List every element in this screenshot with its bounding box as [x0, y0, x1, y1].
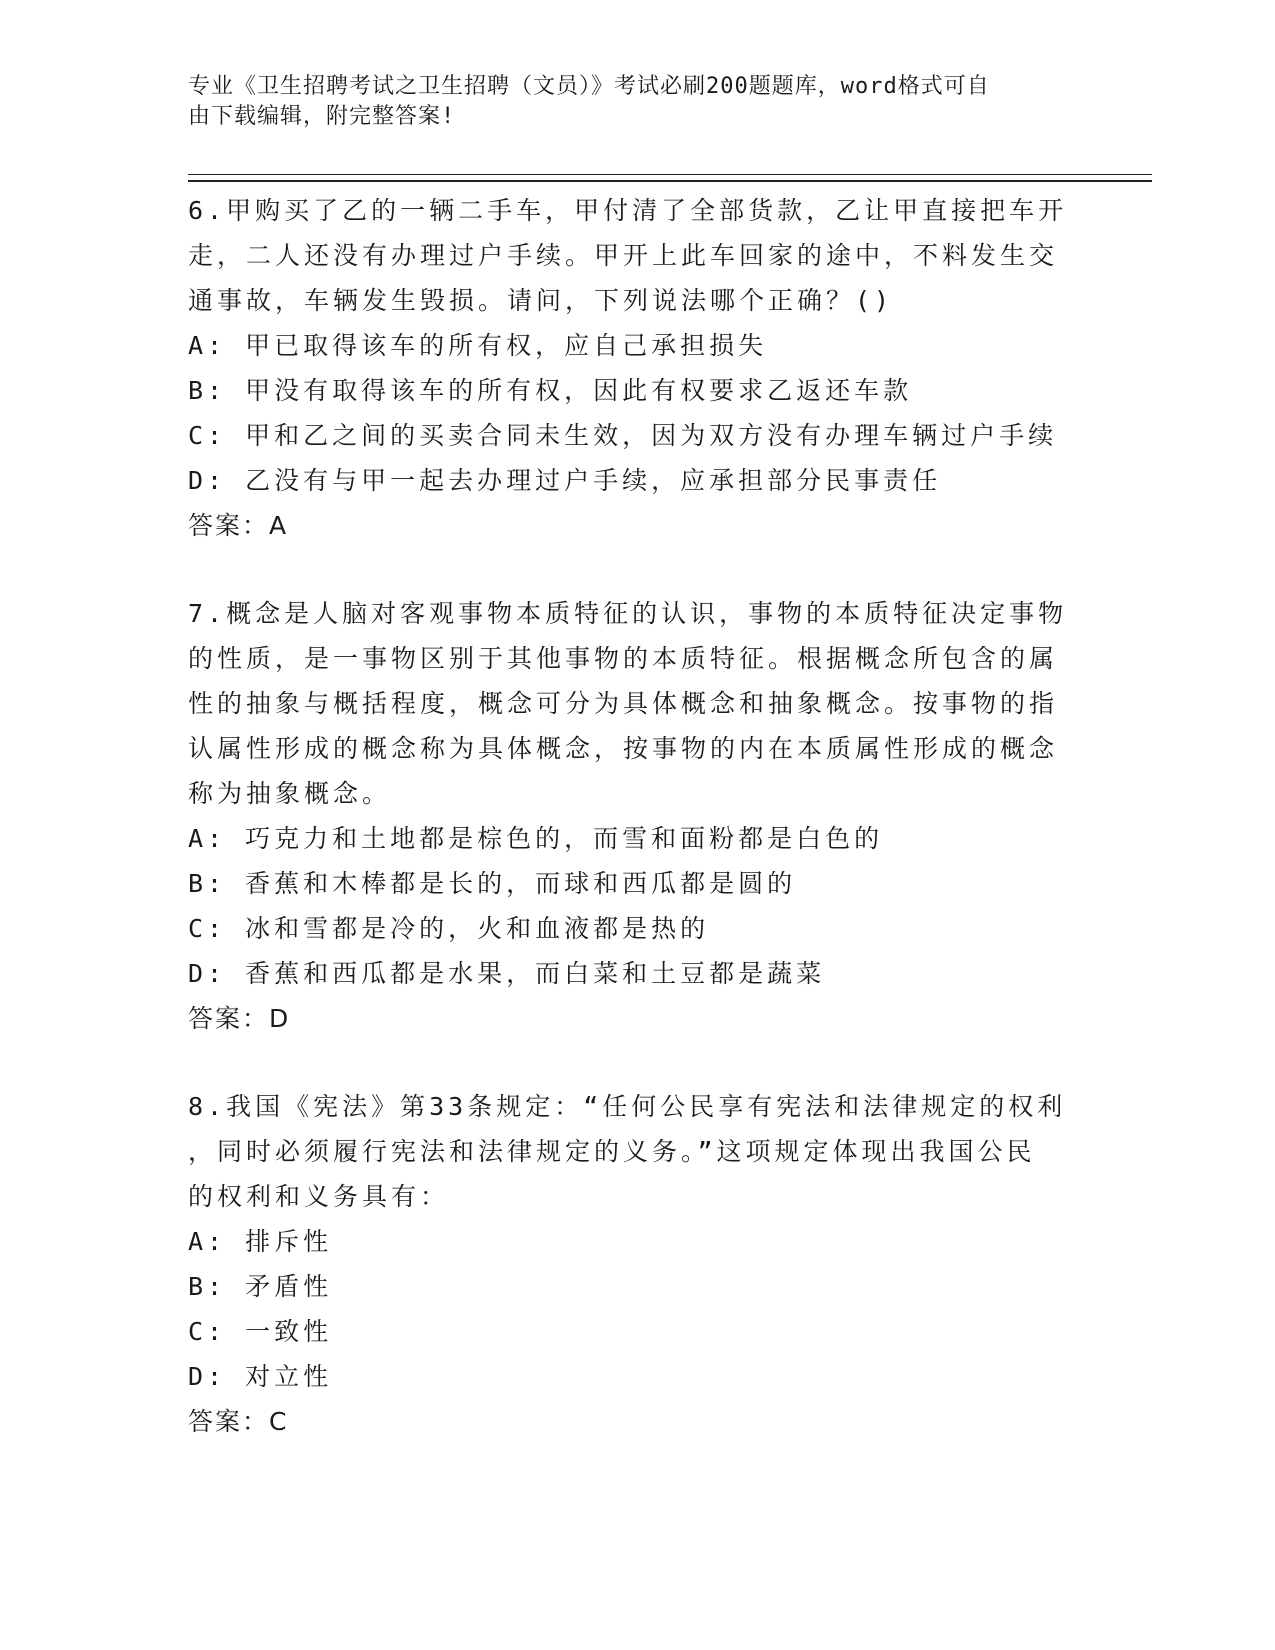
answer-label: 答案：D [188, 1004, 291, 1033]
header-line-1: 专业《卫生招聘考试之卫生招聘（文员）》考试必刷200题题库，word格式可自 [188, 74, 990, 99]
answer-label: 答案：A [188, 511, 289, 540]
option-c: C: 甲和乙之间的买卖合同未生效，因为双方没有办理车辆过户手续 [188, 421, 1058, 450]
stem-line: 通事故，车辆发生毁损。请问，下列说法哪个正确？() [188, 286, 894, 315]
stem-line: ，同时必须履行宪法和法律规定的义务。”这项规定体现出我国公民 [188, 1137, 1036, 1166]
option-c: C: 冰和雪都是冷的，火和血液都是热的 [188, 914, 710, 943]
stem-line: 的权利和义务具有： [188, 1182, 450, 1211]
header-line-2: 由下载编辑，附完整答案! [188, 104, 456, 129]
option-d: D: 乙没有与甲一起去办理过户手续，应承担部分民事责任 [188, 466, 942, 495]
header-title [188, 72, 1068, 132]
question-list [188, 188, 1088, 1487]
stem-line: 的性质，是一事物区别于其他事物的本质特征。根据概念所包含的属 [188, 644, 1059, 673]
option-a: A: 甲已取得该车的所有权，应自己承担损失 [188, 331, 768, 360]
option-b: B: 香蕉和木棒都是长的，而球和西瓜都是圆的 [188, 869, 797, 898]
stem-line: 称为抽象概念。 [188, 779, 392, 808]
question-stem [188, 1084, 1088, 1219]
option-d: D: 香蕉和西瓜都是水果，而白菜和土豆都是蔬菜 [188, 959, 826, 988]
header-divider-thin [188, 174, 1152, 175]
stem-line: 7.概念是人脑对客观事物本质特征的认识，事物的本质特征决定事物 [188, 599, 1068, 628]
question-stem [188, 591, 1088, 816]
stem-line: 认属性形成的概念称为具体概念，按事物的内在本质属性形成的概念 [188, 734, 1059, 763]
answer-label: 答案：C [188, 1407, 289, 1436]
question-stem [188, 188, 1088, 323]
stem-line: 6.甲购买了乙的一辆二手车，甲付清了全部货款，乙让甲直接把车开 [188, 196, 1068, 225]
document-header [188, 72, 1088, 132]
header-divider-thick [188, 180, 1152, 182]
question-8 [188, 1084, 1088, 1445]
option-b: B: 矛盾性 [188, 1272, 333, 1301]
option-a: A: 排斥性 [188, 1227, 333, 1256]
option-a: A: 巧克力和土地都是棕色的，而雪和面粉都是白色的 [188, 824, 884, 853]
question-6 [188, 188, 1088, 549]
stem-line: 走，二人还没有办理过户手续。甲开上此车回家的途中，不料发生交 [188, 241, 1059, 270]
option-c: C: 一致性 [188, 1317, 333, 1346]
option-b: B: 甲没有取得该车的所有权，因此有权要求乙返还车款 [188, 376, 913, 405]
stem-line: 性的抽象与概括程度，概念可分为具体概念和抽象概念。按事物的指 [188, 689, 1059, 718]
stem-line: 8.我国《宪法》第33条规定：“任何公民享有宪法和法律规定的权利 [188, 1092, 1067, 1121]
option-d: D: 对立性 [188, 1362, 333, 1391]
question-7 [188, 591, 1088, 1042]
